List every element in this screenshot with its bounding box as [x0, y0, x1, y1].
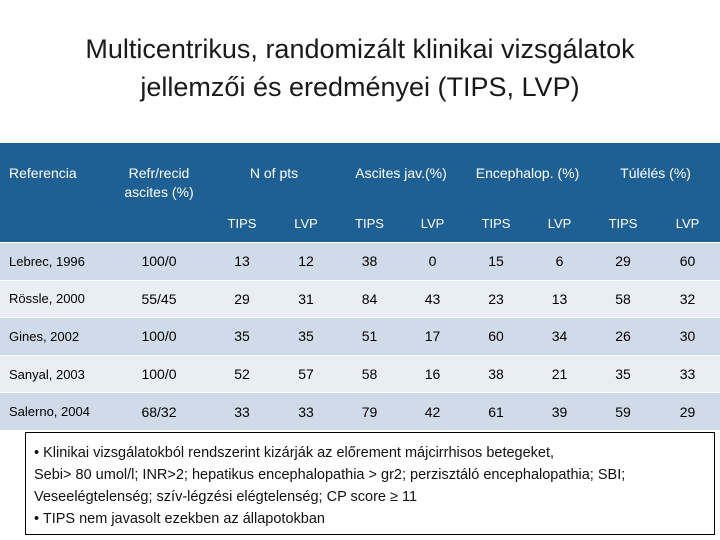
note-line-4: • TIPS nem javasolt ezekben az állapotokban [34, 511, 325, 527]
table-cell: 58 [338, 355, 401, 393]
slide-title [0, 30, 720, 106]
table-cell: 100/0 [108, 355, 210, 393]
header-referencia: Referencia [0, 143, 108, 243]
table-cell: 79 [338, 393, 401, 430]
table-row [0, 243, 720, 281]
table-cell: 17 [401, 318, 464, 356]
results-table [0, 143, 720, 430]
table-cell: 84 [338, 280, 401, 318]
table-cell: 26 [591, 318, 655, 356]
table-cell: 6 [528, 243, 591, 281]
note-line-3: Veseelégtelenség; szív-légzési elégtelenség; CP score ≥ 11 [34, 489, 418, 505]
table-cell: 42 [401, 393, 464, 430]
note-box [25, 432, 715, 535]
header-refr-recid: Refr/recid ascites (%) [108, 143, 210, 243]
table-cell: 16 [401, 355, 464, 393]
table-cell: 39 [528, 393, 591, 430]
table-cell: 34 [528, 318, 591, 356]
table-cell: 15 [464, 243, 528, 281]
subheader-tips: TIPS [338, 205, 401, 243]
cell-reference: Gines, 2002 [0, 318, 108, 356]
table-cell: 32 [655, 280, 720, 318]
table-cell: 61 [464, 393, 528, 430]
table-cell: 55/45 [108, 280, 210, 318]
table-cell: 29 [210, 280, 274, 318]
table-cell: 12 [274, 243, 338, 281]
table-cell: 13 [528, 280, 591, 318]
cell-reference: Rössle, 2000 [0, 280, 108, 318]
table-cell: 43 [401, 280, 464, 318]
table-cell: 57 [274, 355, 338, 393]
cell-reference: Sanyal, 2003 [0, 355, 108, 393]
table-cell: 58 [591, 280, 655, 318]
subheader-tips: TIPS [464, 205, 528, 243]
table-cell: 59 [591, 393, 655, 430]
table-row [0, 355, 720, 393]
table-cell: 0 [401, 243, 464, 281]
table-cell: 21 [528, 355, 591, 393]
table-cell: 13 [210, 243, 274, 281]
table-cell: 33 [274, 393, 338, 430]
table-cell: 35 [210, 318, 274, 356]
cell-reference: Lebrec, 1996 [0, 243, 108, 281]
subheader-lvp: LVP [274, 205, 338, 243]
title-line-2: jellemzői és eredményei (TIPS, LVP) [140, 72, 580, 102]
table-cell: 52 [210, 355, 274, 393]
note-line-2: Sebi> 80 umol/l; INR>2; hepatikus encephalopathia > gr2; perzisztáló encephalopathia; SBI; [34, 467, 626, 483]
header-n-of-pts: N of pts [210, 143, 338, 205]
table-cell: 31 [274, 280, 338, 318]
header-encephalop: Encephalop. (%) [464, 143, 591, 205]
table-cell: 51 [338, 318, 401, 356]
table-cell: 29 [591, 243, 655, 281]
subheader-lvp: LVP [528, 205, 591, 243]
table-cell: 23 [464, 280, 528, 318]
table-cell: 38 [338, 243, 401, 281]
header-tulel: Túlélés (%) [591, 143, 720, 205]
subheader-lvp: LVP [655, 205, 720, 243]
table-cell: 100/0 [108, 243, 210, 281]
table-row [0, 280, 720, 318]
table-cell: 33 [210, 393, 274, 430]
subheader-lvp: LVP [401, 205, 464, 243]
table-cell: 68/32 [108, 393, 210, 430]
table-cell: 38 [464, 355, 528, 393]
table-cell: 29 [655, 393, 720, 430]
header-ascites: Ascites jav.(%) [338, 143, 464, 205]
cell-reference: Salerno, 2004 [0, 393, 108, 430]
table-cell: 30 [655, 318, 720, 356]
table-row [0, 393, 720, 430]
subheader-tips: TIPS [591, 205, 655, 243]
subheader-tips: TIPS [210, 205, 274, 243]
table-cell: 60 [464, 318, 528, 356]
note-line-1: • Klinikai vizsgálatokból rendszerint kizárják az előrement májcirrhisos betegeket, [34, 445, 555, 461]
table-cell: 33 [655, 355, 720, 393]
table-cell: 100/0 [108, 318, 210, 356]
table-cell: 35 [591, 355, 655, 393]
table-cell: 60 [655, 243, 720, 281]
title-line-1: Multicentrikus, randomizált klinikai vizsgálatok [85, 34, 635, 64]
table-cell: 35 [274, 318, 338, 356]
table-row [0, 318, 720, 356]
